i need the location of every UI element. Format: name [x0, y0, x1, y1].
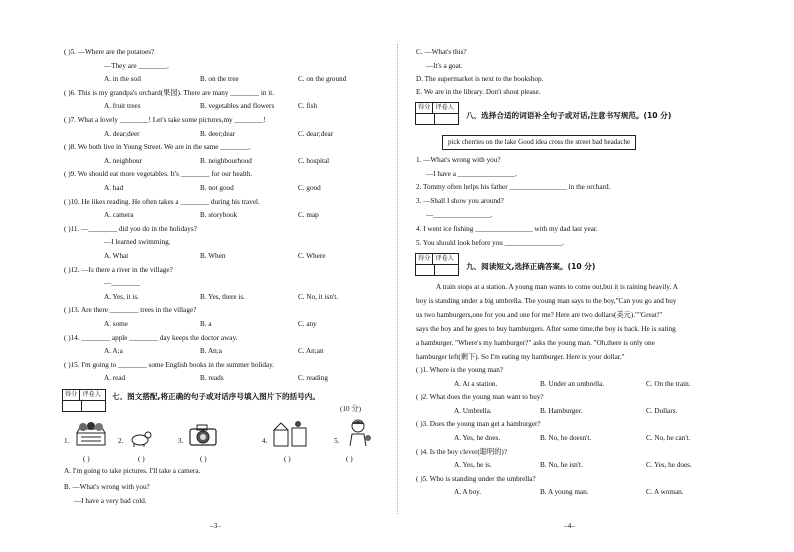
option-a: A. Yes, he does. [454, 434, 501, 442]
option-c: C. No, he can't. [646, 434, 691, 442]
section8-title: 八、选择合适的词语补全句子或对话,注意书写规范。(10 分) [466, 111, 672, 120]
match-line-d: D. The supermarket is next to the bookshop. [416, 75, 544, 83]
passage-line: us two hamburgers,one for you and one for me? Here are two dollars(美元).""Great!" [416, 311, 663, 319]
reading-question-stem: ( )4. Is the boy clever(聪明的)? [416, 447, 508, 456]
grader-label: 评卷人 [435, 255, 454, 262]
option-a: A. Yes, it is. [104, 292, 139, 301]
option-b: B. A young man. [540, 488, 589, 497]
option-c: C. No, it isn't. [298, 292, 339, 301]
option-b: B. No, he doesn't. [540, 434, 592, 442]
option-a: A. Umbrella. [454, 406, 492, 415]
pic-bracket-1: ( ) [83, 455, 90, 463]
grader-label: 评卷人 [435, 104, 454, 111]
match-line-c: C. —What's this? [416, 48, 467, 56]
option-c: C. On the train. [646, 379, 691, 388]
option-b: B. not good [200, 184, 234, 192]
question-dialogue: —________ [104, 279, 140, 288]
option-a: A. fruit trees [104, 102, 141, 111]
sick-child-picture [344, 418, 372, 448]
page-divider [397, 44, 398, 514]
page-number-left: –3– [210, 522, 221, 530]
pic-bracket-5: ( ) [346, 455, 353, 463]
option-b: B. vegetables and flowers [200, 102, 275, 111]
option-b: B. reads [200, 374, 224, 383]
option-b: B. Yes, there is. [200, 292, 245, 301]
question-stem: ( )13. Are there ________ trees in the village? [64, 306, 197, 315]
option-b: B. When [200, 252, 226, 260]
score-label: 得分 [416, 254, 433, 264]
option-c: C. good [298, 184, 321, 192]
fill-q1-answer: —I have a ________________. [426, 170, 518, 178]
option-a: A. had [104, 184, 124, 192]
score-label: 得分 [416, 103, 433, 113]
option-a: A. What [104, 252, 129, 260]
option-a: A. dear;deer [104, 129, 140, 138]
fill-q4: 4. I went ice fishing ________________ with my dad last year. [416, 225, 598, 233]
option-c: C. map [298, 211, 319, 220]
section7-title: 七、图文搭配,将正确的句子或对话序号填入图片下的括号内。 [112, 392, 320, 401]
option-b: B. deer;dear [200, 129, 236, 138]
fill-q3-answer: —________________. [426, 211, 493, 219]
passage-line: a hamburger. "Where's my hamburger?" asks the young man. "Oh,there is only one [416, 339, 655, 347]
goat-picture [128, 428, 152, 448]
match-line-a: A. I'm going to take pictures. I'll take a camera. [64, 467, 201, 475]
fill-q3: 3. —Shall I show you around? [416, 197, 504, 205]
score-box-section8 [415, 102, 459, 125]
option-b: B. Under an umbrella. [540, 379, 605, 388]
option-a: A. Yes, he is. [454, 461, 492, 470]
option-a: A. At a station. [454, 379, 498, 388]
word-bank: pick cherries on the lake Good idea cross the street bad headache [442, 135, 636, 150]
camera-picture [188, 423, 218, 447]
reading-question-stem: ( )1. Where is the young man? [416, 366, 504, 374]
match-line-c-answer: —It's a goat. [426, 62, 463, 70]
option-b: B. a [200, 320, 212, 328]
section7-points: (10 分) [340, 405, 361, 413]
grader-label: 评卷人 [82, 391, 101, 398]
option-a: A. neighbour [104, 156, 142, 165]
option-c: C. An;an [298, 347, 324, 356]
option-c: C. on the ground [298, 75, 347, 84]
option-a: A. in the soil [104, 75, 142, 84]
option-b: B. An;a [200, 347, 222, 356]
passage-line: A train stops at a station. A young man wants to come out,but it is raining heavily. A [436, 283, 678, 291]
reading-question-stem: ( )5. Who is standing under the umbrella? [416, 474, 536, 483]
score-label: 得分 [63, 390, 80, 400]
option-a: A. read [104, 374, 126, 383]
question-dialogue: —I learned swimming. [104, 238, 171, 247]
section9-title: 九、阅读短文,选择正确答案。(10 分) [466, 262, 596, 271]
option-c: C. dear;dear [298, 129, 334, 138]
pic-bracket-3: ( ) [200, 455, 207, 463]
pic-number-2: 2. [118, 437, 124, 445]
passage-line: boy is standing under a big umbrella. The young man says to the boy,"Can you go and buy [416, 297, 677, 305]
reading-question-stem: ( )2. What does the young man want to buy? [416, 393, 544, 402]
match-line-b: B. —What's wrong with you? [64, 483, 150, 491]
pic-number-1: 1. [64, 437, 70, 445]
score-box-section7 [62, 389, 106, 412]
option-c: C. fish [298, 102, 318, 111]
fill-q1: 1. —What's wrong with you? [416, 156, 501, 164]
question-stem: ( )14. ________ apple ________ day keeps the doctor away. [64, 333, 238, 342]
question-stem: ( )9. We should eat more vegetables. It's ________ for our health. [64, 170, 253, 179]
option-c: C. any [298, 320, 317, 328]
fill-q5: 5. You should look before you ________________. [416, 239, 564, 247]
option-c: C. reading [298, 374, 328, 383]
option-c: C. Where [298, 252, 326, 260]
option-b: B. Hamburger. [540, 406, 583, 415]
question-stem: ( )6. This is my grandpa's orchard(果园). There are many ________ in it. [64, 88, 275, 97]
passage-line: says the boy and he goes to buy hamburgers. After some time,the boy is back. He is eating [416, 325, 676, 333]
pic-number-5: 5. [334, 437, 340, 445]
question-stem: ( )15. I'm going to ________ some English books in the summer holiday. [64, 360, 275, 369]
question-stem: ( )10. He likes reading. He often takes a ________ during his travel. [64, 197, 260, 206]
option-b: B. No, he isn't. [540, 461, 583, 470]
passage-line: hamburger left(剩下). So I'm eating my hamburger. Here is your dollar." [416, 353, 625, 361]
match-line-e: E. We are in the library. Don't shout please. [416, 88, 541, 96]
pic-bracket-4: ( ) [284, 455, 291, 463]
pic-number-3: 3. [178, 437, 184, 445]
option-b: B. on the tree [200, 75, 239, 84]
option-a: A. camera [104, 211, 134, 220]
option-b: B. neighbourhood [200, 156, 252, 165]
question-stem: ( )8. We both live in Young Street. We are in the same ________. [64, 143, 251, 152]
option-c: C. A woman. [646, 488, 684, 497]
option-b: B. storybook [200, 211, 238, 220]
page-number-right: –4– [564, 522, 575, 530]
reading-question-stem: ( )3. Does the young man get a hamburger? [416, 420, 541, 429]
question-dialogue: —They are ________. [104, 61, 169, 70]
pic-number-4: 4. [262, 437, 268, 445]
question-stem: ( )7. What a lovely ________! Let's take some pictures,my ________! [64, 116, 266, 124]
bookshop-supermarket-picture [272, 420, 308, 448]
match-line-b-answer: —I have a very bad cold. [74, 497, 147, 505]
pic-bracket-2: ( ) [138, 455, 145, 463]
option-a: A. A;a [104, 347, 123, 356]
fill-q2: 2. Tommy often helps his father ________________ in the orchard. [416, 183, 611, 191]
option-c: C. Dollars. [646, 406, 678, 415]
option-a: A. some [104, 320, 128, 328]
question-stem: ( )11. —________ did you do in the holidays? [64, 224, 197, 233]
score-box-section9 [415, 253, 459, 276]
option-a: A. A boy. [454, 488, 482, 497]
option-c: C. hospital [298, 156, 330, 165]
option-c: C. Yes, he does. [646, 461, 692, 470]
question-stem: ( )5. —Where are the potatoes? [64, 48, 155, 56]
question-stem: ( )12. —Is there a river in the village? [64, 265, 173, 274]
vegetables-basket-picture [75, 421, 107, 447]
